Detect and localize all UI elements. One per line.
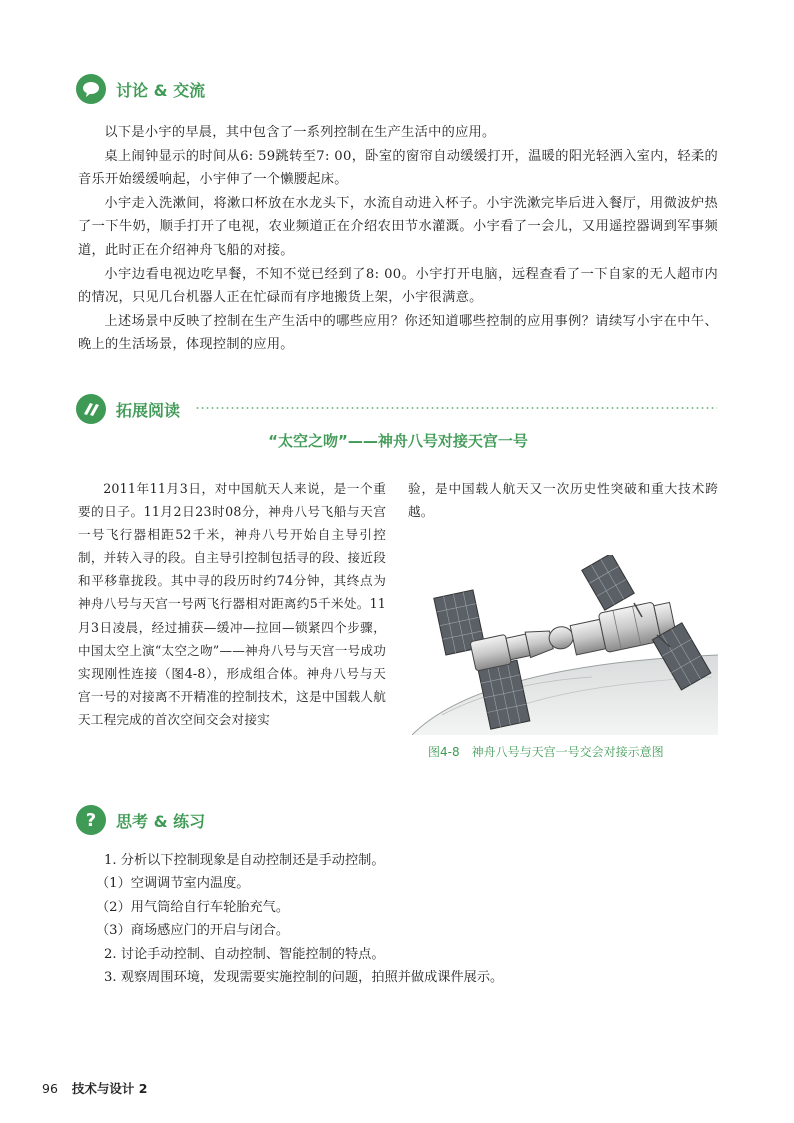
discussion-body xyxy=(78,121,718,357)
speech-bubble-icon xyxy=(76,74,106,104)
article-text-right: 验，是中国载人航天又一次历史性突破和重大技术跨越。 xyxy=(408,481,718,520)
exercise-item: 2. 讨论手动控制、自动控制、智能控制的特点。 xyxy=(104,946,385,962)
exercise-subitem: （2）用气筒给自行车轮胎充气。 xyxy=(96,899,290,915)
docking-figure xyxy=(412,555,718,735)
dotted-divider xyxy=(195,407,717,409)
question-mark-icon xyxy=(76,805,106,835)
book-title: 技术与设计 2 xyxy=(71,1081,148,1096)
discussion-header xyxy=(76,74,205,104)
exercise-item: 1. 分析以下控制现象是自动控制还是手动控制。 xyxy=(104,853,385,868)
svg-text:?: ? xyxy=(85,810,97,830)
article-title: “太空之吻”——神舟八号对接天宫一号 xyxy=(268,432,528,450)
figure-caption: 图4-8 神舟八号与天宫一号交会对接示意图 xyxy=(428,745,664,759)
reading-header xyxy=(76,394,180,424)
exercise-subitem: （3）商场感应门的开启与闭合。 xyxy=(96,923,290,939)
exercise-header xyxy=(76,805,205,835)
page-number: 96 xyxy=(42,1081,58,1096)
discussion-paragraph: 小宇走入洗漱间，将漱口杯放在水龙头下，水流自动进入杯子。小宇洗漱完毕后进入餐厅，用微波炉热了一下牛奶，顺手打开了电视，农业频道正在介绍农田节水灌溉。小宇看了一会儿，又用遥控器调到军事频道，此时正在介绍神舟飞船的对接。 xyxy=(78,195,718,258)
exercise-item: 3. 观察周围环境，发现需要实施控制的问题，拍照并做成课件展示。 xyxy=(104,970,504,986)
article-left-column xyxy=(78,477,386,731)
discussion-paragraph: 上述场景中反映了控制在生产生活中的哪些应用？你还知道哪些控制的应用事例？请续写小宇在中午、晚上的生活场景，体现控制的应用。 xyxy=(78,313,718,353)
exercise-subitem: （1）空调调节室内温度。 xyxy=(96,876,250,892)
exercise-list xyxy=(96,849,716,989)
discussion-title: 讨论 & 交流 xyxy=(116,80,206,100)
article-right-column xyxy=(408,477,718,523)
discussion-paragraph: 小宇边看电视边吃早餐，不知不觉已经到了8: 00。小宇打开电脑，远程查看了一下自家的无人超市内的情况，只见几台机器人正在忙碌而有序地搬货上架，小宇很满意。 xyxy=(78,266,718,306)
discussion-paragraph: 以下是小宇的早晨，其中包含了一系列控制在生产生活中的应用。 xyxy=(104,125,496,140)
article-text-left: 2011年11月3日，对中国航天人来说，是一个重要的日子。11月2日23时08分，神舟八号飞船与天宫一号飞行器相距52千米，神舟八号开始自主导引控制，并转入寻的段。自主导引控制包括寻的段、接近段和平移靠拢段。其中寻的段历时约74分钟，其终点为神舟八号与天宫一号两飞行器相对距离约5千米处。11月3日凌晨，经过捕获—缓冲—拉回—锁紧四个步骤，中国太空上演“太空之吻”——神舟八号与天宫一号成功实现刚性连接（图4-8），形成组合体。神舟八号与天宫一号的对接离不开精准的控制技术，这是中国载人航天工程完成的首次空间交会对接实 xyxy=(78,481,386,727)
reading-title: 拓展阅读 xyxy=(116,400,181,420)
exercise-title: 思考 & 练习 xyxy=(116,811,206,831)
spacecraft-docking-illustration xyxy=(412,555,718,735)
page-footer xyxy=(42,1079,147,1097)
discussion-paragraph: 桌上闹钟显示的时间从6: 59跳转至7: 00，卧室的窗帘自动缓缓打开，温暖的阳光轻洒入室内，轻柔的音乐开始缓缓响起，小宇伸了一个懒腰起床。 xyxy=(78,148,718,188)
book-icon xyxy=(76,394,106,424)
